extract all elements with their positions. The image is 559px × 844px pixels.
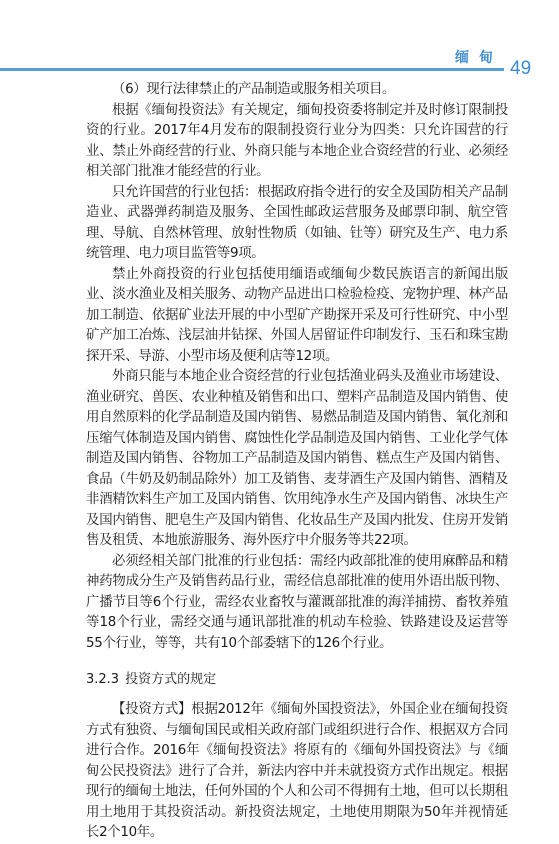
paragraph-joint-venture-industries: 外商只能与本地企业合资经营的行业包括渔业码头及渔业市场建设、渔业研究、兽医、农业种植及销售和出口、塑料产品制造及国内销售、使用自然原料的化学品制造及国内销售、易燃品制造及国内销售、氧化剂和压缩气体制造及国内销售、腐蚀性化学品制造及国内销售、工业化学气体制造及国内销售、谷物加工产品制造及国内销售、糕点生产及国内销售、食品（牛奶及奶制品除外）加工及销售、麦芽酒生产及国内销售、酒精及非酒精饮料生产加工及国内销售、饮用纯净水生产及国内销售、冰块生产及国内销售、肥皂生产及国内销售、化妆品生产及国内批发、住房开发销售及租赁、本地旅游服务、海外医疗中介服务等共22项。 (86, 369, 508, 548)
section-heading (86, 654, 508, 700)
header-rule (0, 68, 504, 71)
page-body (86, 80, 508, 844)
running-header-title: 缅甸 (455, 50, 503, 66)
paragraph-investment-methods: 【投资方式】根据2012年《缅甸外国投资法》，外国企业在缅甸投资方式有独资、与缅甸国民或相关政府部门或组织进行合作、根据双方合同进行合作。2016年《缅甸投资法》将原有的《缅甸外国投资法》与《缅甸公民投资法》进行了合并，新法内容中并未就投资方式作出规定。根据现行的缅甸土地法，任何外国的个人和公司不得拥有土地，但可以长期租用土地用于其投资活动。新投资法规定，土地使用期限为50年并视情延长2个10年。 (86, 702, 508, 840)
paragraph-foreign-prohibited-industries: 禁止外商投资的行业包括使用缅语或缅甸少数民族语言的新闻出版业、淡水渔业及相关服务、动物产品进出口检验检疫、宠物护理、林产品加工制造、依据矿业法开展的中小型矿产勘探开采及可行性研究、中小型矿产加工冶炼、浅层油井钻探、外国人居留证件印制发行、玉石和珠宝勘探开采、导游、小型市场及便利店等12项。 (86, 266, 508, 364)
paragraph-approval-required-industries: 必须经相关部门批准的行业包括：需经内政部批准的使用麻醉品和精神药物成分生产及销售药品行业，需经信息部批准的使用外语出版刊物、广播节目等6个行业，需经农业畜牧与灌溉部批准的海洋捕捞、畜牧养殖等18个行业，需经交通与通讯部批准的机动车检验、铁路建设及运营等55个行业，等等，共有10个部委辖下的126个行业。 (86, 553, 508, 651)
section-title: 投资方式的规定 (125, 672, 217, 687)
paragraph-prohibited-item-6: （6）现行法律禁止的产品制造或服务相关项目。 (112, 82, 396, 97)
paragraph-state-only-industries: 只允许国营的行业包括：根据政府指令进行的安全及国防相关产品制造业、武器弹药制造及服务、全国性邮政运营服务及邮票印制、航空管理、导航、自然林管理、放射性物质（如铀、钍等）研究及生产、电力系统管理、电力项目监管等9项。 (86, 184, 508, 261)
page-number: 49 (510, 58, 532, 79)
paragraph-restricted-overview: 根据《缅甸投资法》有关规定，缅甸投资委将制定并及时修订限制投资的行业。2017年4月发布的限制投资行业分为四类：只允许国营的行业、禁止外商经营的行业、外商只能与本地企业合资经营的行业、必须经相关部门批准才能经营的行业。 (86, 102, 508, 179)
section-number: 3.2.3 (86, 672, 120, 687)
